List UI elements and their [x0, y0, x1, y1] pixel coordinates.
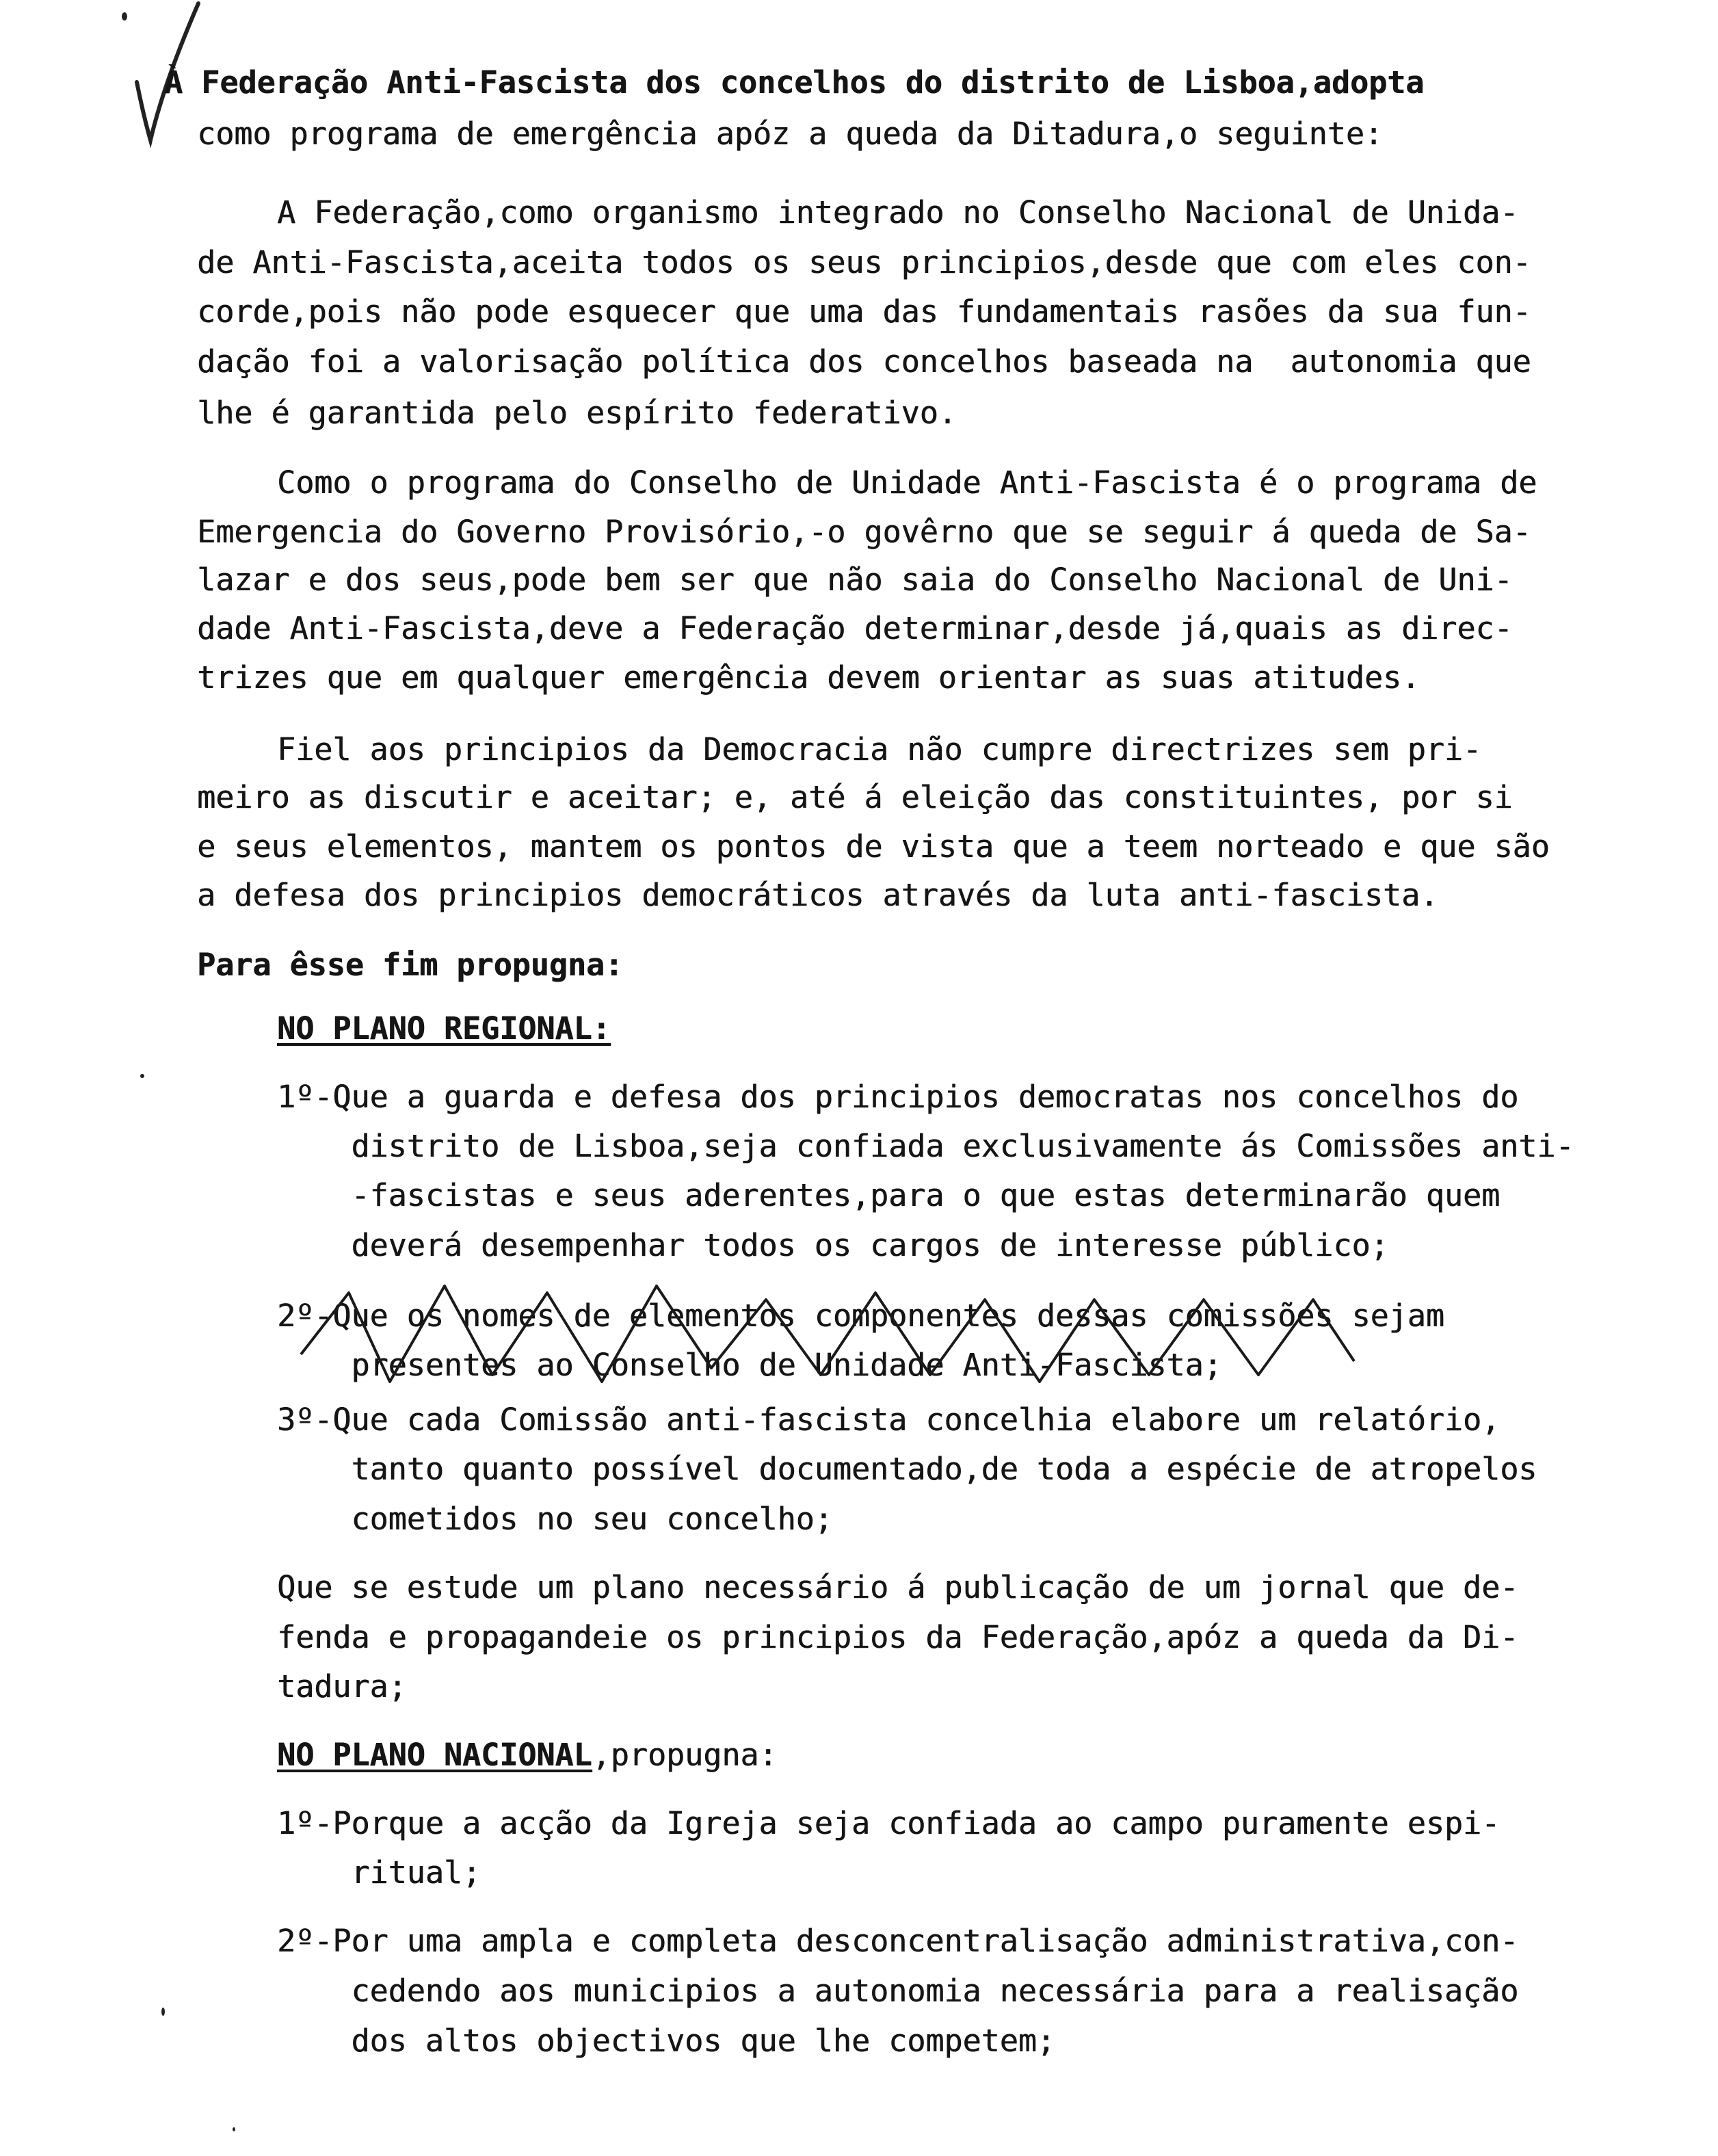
- nacional-item-2-line-2: cedendo aos municipios a autonomia necessária para a realisação: [277, 1973, 1519, 2009]
- intro-line-2: como programa de emergência apóz a queda da Ditadura,o seguinte:: [197, 116, 1383, 152]
- paragraph1-line-5: lhe é garantida pelo espírito federativo.: [197, 395, 957, 431]
- para-fim-line: Para êsse fim propugna:: [197, 947, 624, 983]
- nacional-item-2-line-3: dos altos objectivos que lhe competem;: [277, 2023, 1055, 2059]
- paragraph2-line-1: Como o programa do Conselho de Unidade Anti-Fascista é o programa de: [277, 464, 1537, 501]
- paragraph1-line-4: dação foi a valorisação política dos concelhos baseada na autonomia que: [197, 343, 1531, 380]
- paragraph3-line-1: Fiel aos principios da Democracia não cumpre directrizes sem pri-: [277, 731, 1481, 767]
- jornal-line-1: Que se estude um plano necessário á publicação de um jornal que de-: [277, 1569, 1519, 1605]
- regional-heading: NO PLANO REGIONAL:: [277, 1010, 611, 1047]
- regional-item-3-line-3: cometidos no seu concelho;: [277, 1501, 833, 1537]
- scan-speck: [122, 12, 127, 21]
- jornal-line-3: tadura;: [277, 1668, 407, 1705]
- regional-item-1-line-1: 1º-Que a guarda e defesa dos principios democratas nos concelhos do: [277, 1079, 1519, 1115]
- nacional-item-1-line-2: ritual;: [277, 1854, 481, 1891]
- paragraph2-line-5: trizes que em qualquer emergência devem orientar as suas atitudes.: [197, 659, 1420, 696]
- paragraph2-line-2: Emergencia do Governo Provisório,-o govêrno que se seguir á queda de Sa-: [197, 514, 1531, 550]
- nacional-heading: NO PLANO NACIONAL: [277, 1737, 592, 1773]
- scan-speck: [233, 2127, 235, 2131]
- paragraph3-line-2: meiro as discutir e aceitar; e, até á eleição das constituintes, por si: [197, 779, 1513, 815]
- paragraph2-line-4: dade Anti-Fascista,deve a Federação determinar,desde já,quais as direc-: [197, 610, 1513, 646]
- paragraph1-line-2: de Anti-Fascista,aceita todos os seus principios,desde que com eles con-: [197, 244, 1531, 280]
- scan-speck: [140, 1074, 144, 1078]
- regional-item-3-line-2: tanto quanto possível documentado,de toda a espécie de atropelos: [277, 1451, 1537, 1487]
- nacional-item-2-line-1: 2º-Por uma ampla e completa desconcentralisação administrativa,con-: [277, 1923, 1519, 1959]
- regional-item-1-line-2: distrito de Lisboa,seja confiada exclusivamente ás Comissões anti-: [277, 1128, 1574, 1164]
- paragraph3-line-4: a defesa dos principios democráticos através da luta anti-fascista.: [197, 877, 1439, 913]
- regional-item-1-line-3: -fascistas e seus aderentes,para o que estas determinarão quem: [277, 1177, 1501, 1213]
- paragraph1-line-3: corde,pois não pode esquecer que uma das fundamentais rasões da sua fun-: [197, 293, 1531, 330]
- jornal-line-2: fenda e propagandeie os principios da Federação,apóz a queda da Di-: [277, 1619, 1519, 1655]
- paragraph2-line-3: lazar e dos seus,pode bem ser que não saia do Conselho Nacional de Uni-: [197, 562, 1513, 598]
- regional-item-1-line-4: deverá desempenhar todos os cargos de interesse público;: [277, 1227, 1389, 1263]
- regional-item-2-line-2: presentes ao Conselho de Unidade Anti-Fascista;: [277, 1347, 1222, 1383]
- paragraph1-line-1: A Federação,como organismo integrado no Conselho Nacional de Unida-: [277, 194, 1519, 231]
- intro-line-1: À Federação Anti-Fascista dos concelhos do distrito de Lisboa,adopta: [164, 64, 1425, 101]
- nacional-heading-suffix: ,propugna:: [592, 1737, 778, 1773]
- regional-item-2-line-1: 2º-Que os nomes de elementos componentes dessas comissões sejam: [277, 1298, 1444, 1334]
- strike-scribble-icon: [287, 1272, 1587, 1395]
- regional-item-3-line-1: 3º-Que cada Comissão anti-fascista concelhia elabore um relatório,: [277, 1402, 1501, 1438]
- nacional-heading-line: [277, 1737, 778, 1773]
- scan-speck: [161, 2008, 165, 2016]
- paragraph3-line-3: e seus elementos, mantem os pontos de vista que a teem norteado e que são: [197, 828, 1550, 865]
- nacional-item-1-line-1: 1º-Porque a acção da Igreja seja confiada ao campo puramente espi-: [277, 1805, 1501, 1841]
